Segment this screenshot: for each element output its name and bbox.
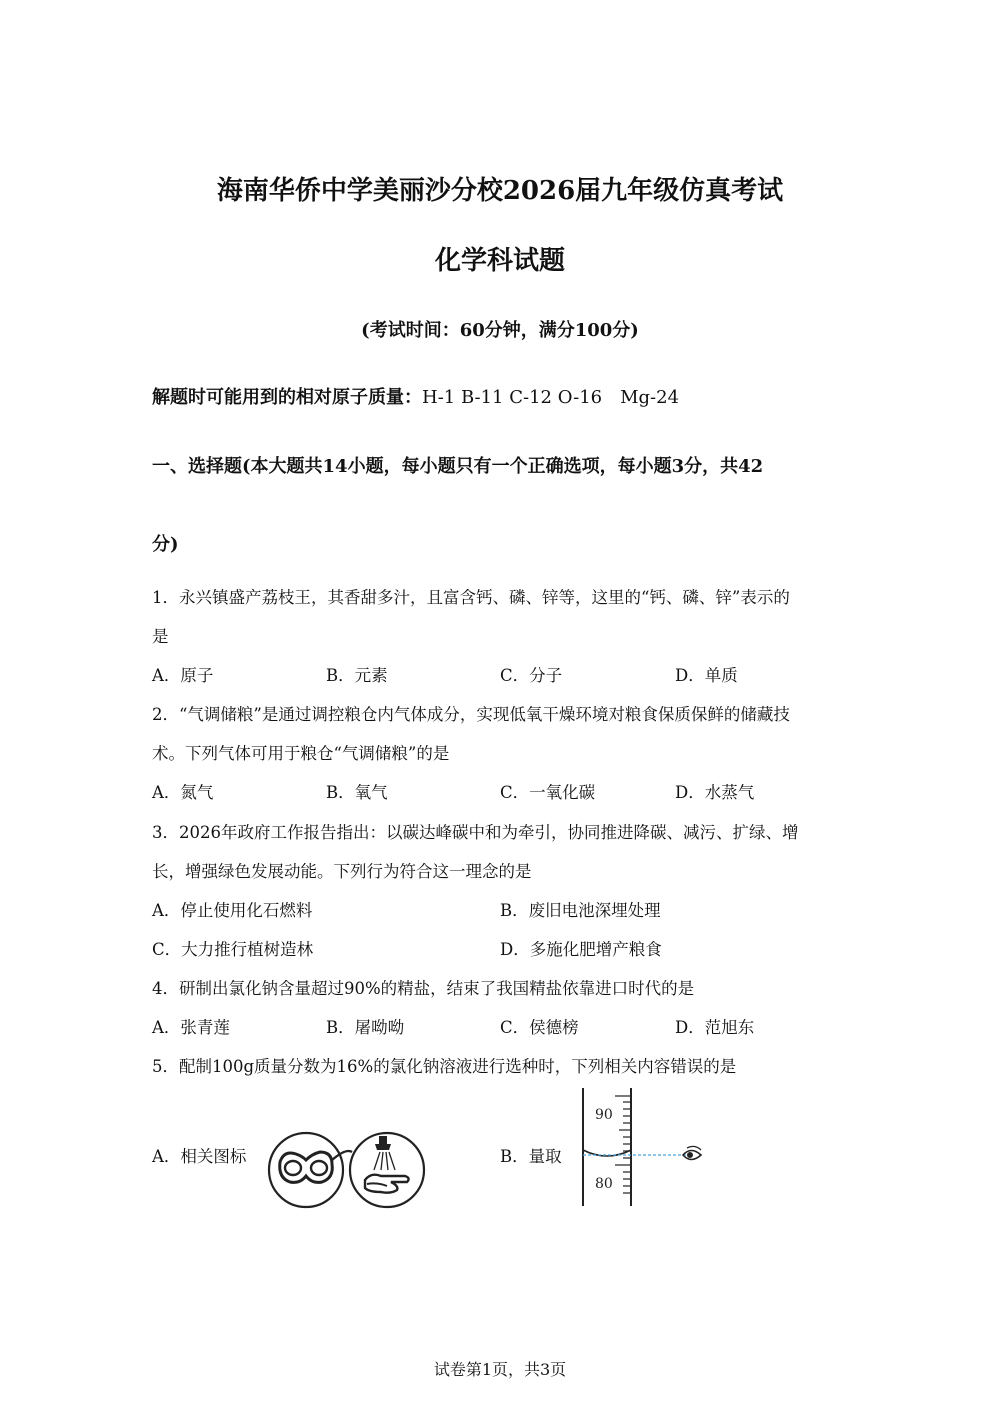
graduated-cylinder-diagram [575,1088,715,1210]
q2-option-d: D．水蒸气 [675,783,755,802]
q1-option-d: D．单质 [675,666,738,685]
q4-option-d: D．范旭东 [675,1018,755,1037]
question-2-stem: 2．“气调储粮”是通过调控粮仓内气体成分，实现低氧干燥环境对粮食保质保鲜的储藏技 [152,705,790,724]
question-4-stem: 4．研制出氯化钠含量超过90%的精盐，结束了我国精盐依靠进口时代的是 [152,979,695,998]
question-5-stem: 5．配制100g质量分数为16%的氯化钠溶液进行选种时，下列相关内容错误的是 [152,1057,737,1076]
atomic-masses [152,383,679,409]
q5-option-b: B．量取 [500,1147,562,1166]
q4-option-b: B．屠呦呦 [326,1018,405,1037]
section-heading-cont: 分) [152,534,179,555]
question-2-stem-cont: 术。下列气体可用于粮仓“气调储粮”的是 [152,744,450,763]
section-heading: 一、选择题(本大题共14小题，每小题只有一个正确选项，每小题3分，共42 [152,456,764,477]
q1-option-b: B．元素 [326,666,388,685]
exam-title: 海南华侨中学美丽沙分校2026届九年级仿真考试 [216,176,784,206]
q1-option-a: A．原子 [152,666,214,685]
q4-option-c: C．侯德榜 [500,1018,579,1037]
handwash-icon [347,1130,427,1210]
question-1-stem: 1．永兴镇盛产荔枝王，其香甜多汁，且富含钙、磷、锌等，这里的“钙、磷、锌”表示的 [152,588,790,607]
q3-option-c: C．大力推行植树造林 [152,940,314,959]
atomic-masses-values: H-1 B-11 C-12 O-16 Mg-24 [422,387,680,408]
q5-option-a: A．相关图标 [152,1147,247,1166]
q2-option-a: A．氮气 [152,783,214,802]
exam-info: (考试时间：60分钟，满分100分) [361,320,639,341]
question-1-stem-cont: 是 [152,627,169,646]
q2-option-b: B．氧气 [326,783,388,802]
cylinder-scale-80: 80 [595,1176,613,1192]
eye-icon [683,1146,701,1159]
q1-option-c: C．分子 [500,666,563,685]
q3-option-a: A．停止使用化石燃料 [152,901,313,920]
q4-option-a: A．张青莲 [152,1018,230,1037]
page-footer: 试卷第1页，共3页 [433,1360,567,1379]
exam-subject: 化学科试题 [434,246,565,276]
cylinder-scale-90: 90 [595,1107,613,1123]
q3-option-d: D．多施化肥增产粮食 [500,940,662,959]
question-3-stem: 3．2026年政府工作报告指出：以碳达峰碳中和为牵引，协同推进降碳、减污、扩绿、增 [152,823,799,842]
q2-option-c: C．一氧化碳 [500,783,596,802]
atomic-masses-label: 解题时可能用到的相对原子质量： [152,387,422,408]
question-3-stem-cont: 长，增强绿色发展动能。下列行为符合这一理念的是 [152,862,532,881]
q3-option-b: B．废旧电池深埋处理 [500,901,661,920]
goggles-icon [266,1130,346,1210]
